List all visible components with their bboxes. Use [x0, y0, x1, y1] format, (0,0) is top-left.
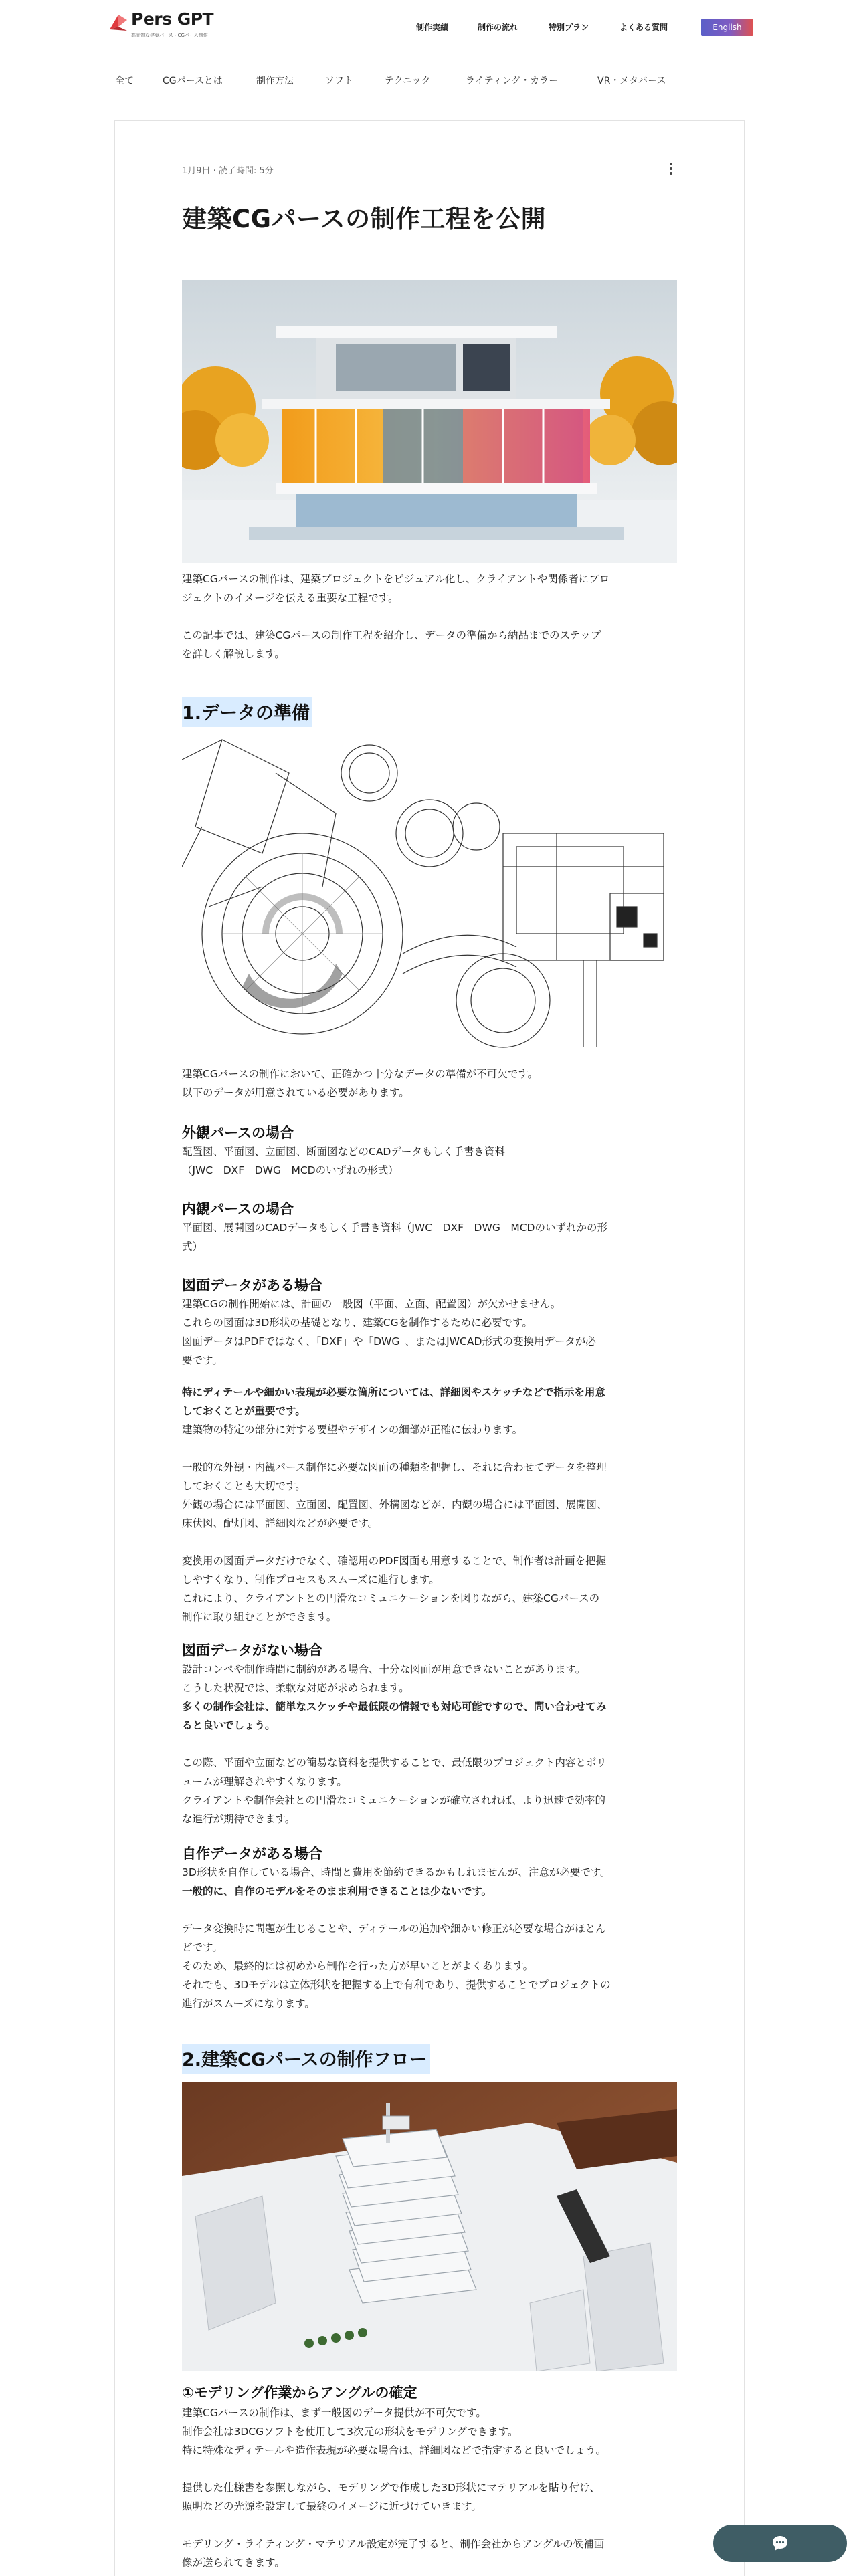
interior-paragraph [182, 1218, 677, 1256]
drawing-line: 建築CGの制作開始には、計画の一般図（平面、立面、配置図）が欠かせません。 [182, 1298, 561, 1310]
self-made-heading: 自作データがある場合 [182, 1846, 322, 1862]
self-made-line: そのため、最終的には初めから制作を行った方が早いことがよくあります。 [182, 1960, 534, 1972]
detail-line: 制作に取り組むことができます。 [182, 1611, 337, 1623]
logo-subtitle: 高品質な建築パース・CGパース制作 [131, 33, 208, 38]
category-what-is-cg[interactable]: CGパースとは [163, 76, 223, 86]
hero-building-image [182, 280, 677, 563]
post-title: 建築CGパースの制作工程を公開 [182, 205, 547, 233]
blueprint-image [182, 733, 677, 1061]
modeling-line [182, 2460, 677, 2478]
no-drawing-line: ュームが理解されやすくなります。 [182, 1776, 347, 1788]
english-button[interactable]: English [701, 19, 753, 36]
no-drawing-paragraph [182, 1660, 677, 1828]
modeling-line: 建築CGパースの制作は、まず一般図のデータ提供が不可欠です。 [182, 2407, 486, 2419]
intro-line [182, 607, 677, 626]
chat-button[interactable] [713, 2525, 847, 2562]
section1-heading: 1.データの準備 [182, 697, 312, 727]
category-lighting-color[interactable]: ライティング・カラー [466, 76, 559, 86]
no-drawing-line: この際、平面や立面などの簡易な資料を提供することで、最低限のプロジェクト内容とボリ [182, 1757, 607, 1769]
modeling-line: 制作会社は3DCGソフトを使用して3次元の形状をモデリングできます。 [182, 2426, 518, 2438]
detail-bold-line: 特にディテールや細かい表現が必要な箇所については、詳細図やスケッチなどで指示を用意 [182, 1386, 605, 1398]
nav-flow[interactable]: 制作の流れ [478, 23, 518, 32]
drawing-data-paragraph [182, 1295, 677, 1370]
site-logo[interactable] [108, 9, 229, 43]
more-vertical-icon[interactable] [668, 163, 674, 176]
no-drawing-bold-line: ると良いでしょう。 [182, 1719, 276, 1731]
detail-paragraph [182, 1383, 677, 1626]
interior-line: 平面図、展開図のCADデータもしく手書き資料（JWC DXF DWG MCDのいずれかの形 [182, 1222, 607, 1234]
self-made-line: どです。 [182, 1941, 223, 1953]
self-made-line: データ変換時に問題が生じることや、ディテールの追加や細かい修正が必要な場合がほとん [182, 1923, 606, 1935]
no-drawing-line: な進行が期待できます。 [182, 1813, 296, 1825]
category-method[interactable]: 制作方法 [256, 76, 294, 86]
logo-text: Pers GPT [131, 9, 214, 29]
detail-line: 床伏図、配灯図、詳細図などが必要です。 [182, 1517, 379, 1529]
self-made-bold-line: 一般的に、自作のモデルをそのまま利用できることは少ないです。 [182, 1885, 492, 1897]
s1-intro-line: 以下のデータが用意されている必要があります。 [182, 1087, 409, 1099]
self-made-paragraph [182, 1863, 677, 2013]
drawing-line: 要です。 [182, 1354, 223, 1366]
self-made-line: 進行がスムーズになります。 [182, 1998, 315, 2010]
modeling-heading: ①モデリング作業からアングルの確定 [182, 2385, 417, 2401]
detail-line: 建築物の特定の部分に対する要望やデザインの細部が正確に伝わります。 [182, 1424, 523, 1436]
post-meta: 1月9日 · 読了時間: 5分 [182, 166, 274, 176]
no-drawing-line: こうした状況では、柔軟な対応が求められます。 [182, 1682, 409, 1694]
detail-bold-line: しておくことが重要です。 [182, 1405, 306, 1417]
intro-line: この記事では、建築CGパースの制作工程を紹介し、データの準備から納品までのステップ [182, 629, 601, 641]
detail-line: 変換用の図面データだけでなく、確認用のPDF図面も用意することで、制作者は計画を把握 [182, 1555, 607, 1567]
drawing-data-heading: 図面データがある場合 [182, 1277, 322, 1293]
logo-mark-icon [108, 12, 128, 32]
no-drawing-heading: 図面データがない場合 [182, 1642, 322, 1658]
detail-line: これにより、クライアントとの円滑なコミュニケーションを図りながら、建築CGパースの [182, 1592, 600, 1604]
nav-special-plan[interactable]: 特別プラン [549, 23, 589, 32]
s1-intro-paragraph [182, 1065, 677, 1102]
modeling-line: モデリング・ライティング・マテリアル設定が完了すると、制作会社からアングルの候補画 [182, 2538, 605, 2550]
category-software[interactable]: ソフト [325, 76, 353, 86]
intro-line: ジェクトのイメージを伝える重要な工程です。 [182, 592, 399, 604]
nav-works[interactable]: 制作実績 [416, 23, 449, 32]
chat-bubble-icon [771, 2534, 789, 2553]
intro-paragraph [182, 570, 677, 663]
interior-line: 式） [182, 1241, 203, 1253]
building-model-image [182, 2082, 677, 2371]
self-made-line: それでも、3Dモデルは立体形状を把握する上で有利であり、提供することでプロジェクトの [182, 1979, 611, 1991]
exterior-heading: 外観パースの場合 [182, 1125, 294, 1141]
modeling-line: 提供した仕様書を参照しながら、モデリングで作成した3D形状にマテリアルを貼り付け、 [182, 2482, 600, 2494]
modeling-line: 照明などの光源を設定して最終のイメージに近づけていきます。 [182, 2500, 482, 2512]
modeling-line [182, 2516, 677, 2535]
detail-line [182, 1439, 677, 1458]
modeling-line: 像が送られてきます。 [182, 2557, 285, 2569]
detail-line: しやすくなり、制作プロセスもスムーズに進行します。 [182, 1574, 440, 1586]
s1-intro-line: 建築CGパースの制作において、正確かつ十分なデータの準備が不可欠です。 [182, 1068, 539, 1080]
nav-faq[interactable]: よくある質問 [619, 23, 668, 32]
intro-line: を詳しく解説します。 [182, 648, 285, 660]
no-drawing-line: 設計コンペや制作時間に制約がある場合、十分な図面が用意できないことがあります。 [182, 1663, 586, 1675]
site-header [0, 0, 859, 55]
drawing-line: これらの図面は3D形状の基礎となり、建築CGを制作するために必要です。 [182, 1317, 533, 1329]
category-all[interactable]: 全て [115, 76, 134, 86]
detail-line: 一般的な外観・内観パース制作に必要な図面の種類を把握し、それに合わせてデータを整理 [182, 1461, 607, 1473]
intro-line: 建築CGパースの制作は、建築プロジェクトをビジュアル化し、クライアントや関係者にプロ [182, 573, 610, 585]
modeling-line: 特に特殊なディテールや造作表現が必要な場合は、詳細図などで指定すると良いでしょう。 [182, 2444, 606, 2456]
exterior-line: （JWC DXF DWG MCDのいずれの形式） [182, 1164, 399, 1176]
no-drawing-bold-line: 多くの制作会社は、簡単なスケッチや最低限の情報でも対応可能ですので、問い合わせてみ [182, 1701, 607, 1713]
detail-line: 外観の場合には平面図、立面図、配置図、外構図などが、内観の場合には平面図、展開図、 [182, 1499, 607, 1511]
drawing-line: 図面データはPDFではなく、「DXF」や「DWG」、またはJWCAD形式の変換用データが必 [182, 1335, 596, 1348]
modeling-paragraph [182, 2403, 677, 2572]
category-vr-metaverse[interactable]: VR・メタバース [597, 76, 666, 86]
detail-line: しておくことも大切です。 [182, 1480, 306, 1492]
exterior-line: 配置図、平面図、立面図、断面図などのCADデータもしく手書き資料 [182, 1146, 505, 1158]
self-made-line: 3D形状を自作している場合、時間と費用を節約できるかもしれませんが、注意が必要です。 [182, 1866, 611, 1879]
detail-line [182, 1533, 677, 1551]
interior-heading: 内観パースの場合 [182, 1201, 294, 1217]
category-technique[interactable]: テクニック [385, 76, 431, 86]
section2-heading: 2.建築CGパースの制作フロー [182, 2044, 430, 2074]
exterior-paragraph [182, 1142, 677, 1180]
no-drawing-line: クライアントや制作会社との円滑なコミュニケーションが確立されれば、より迅速で効率的 [182, 1794, 606, 1806]
